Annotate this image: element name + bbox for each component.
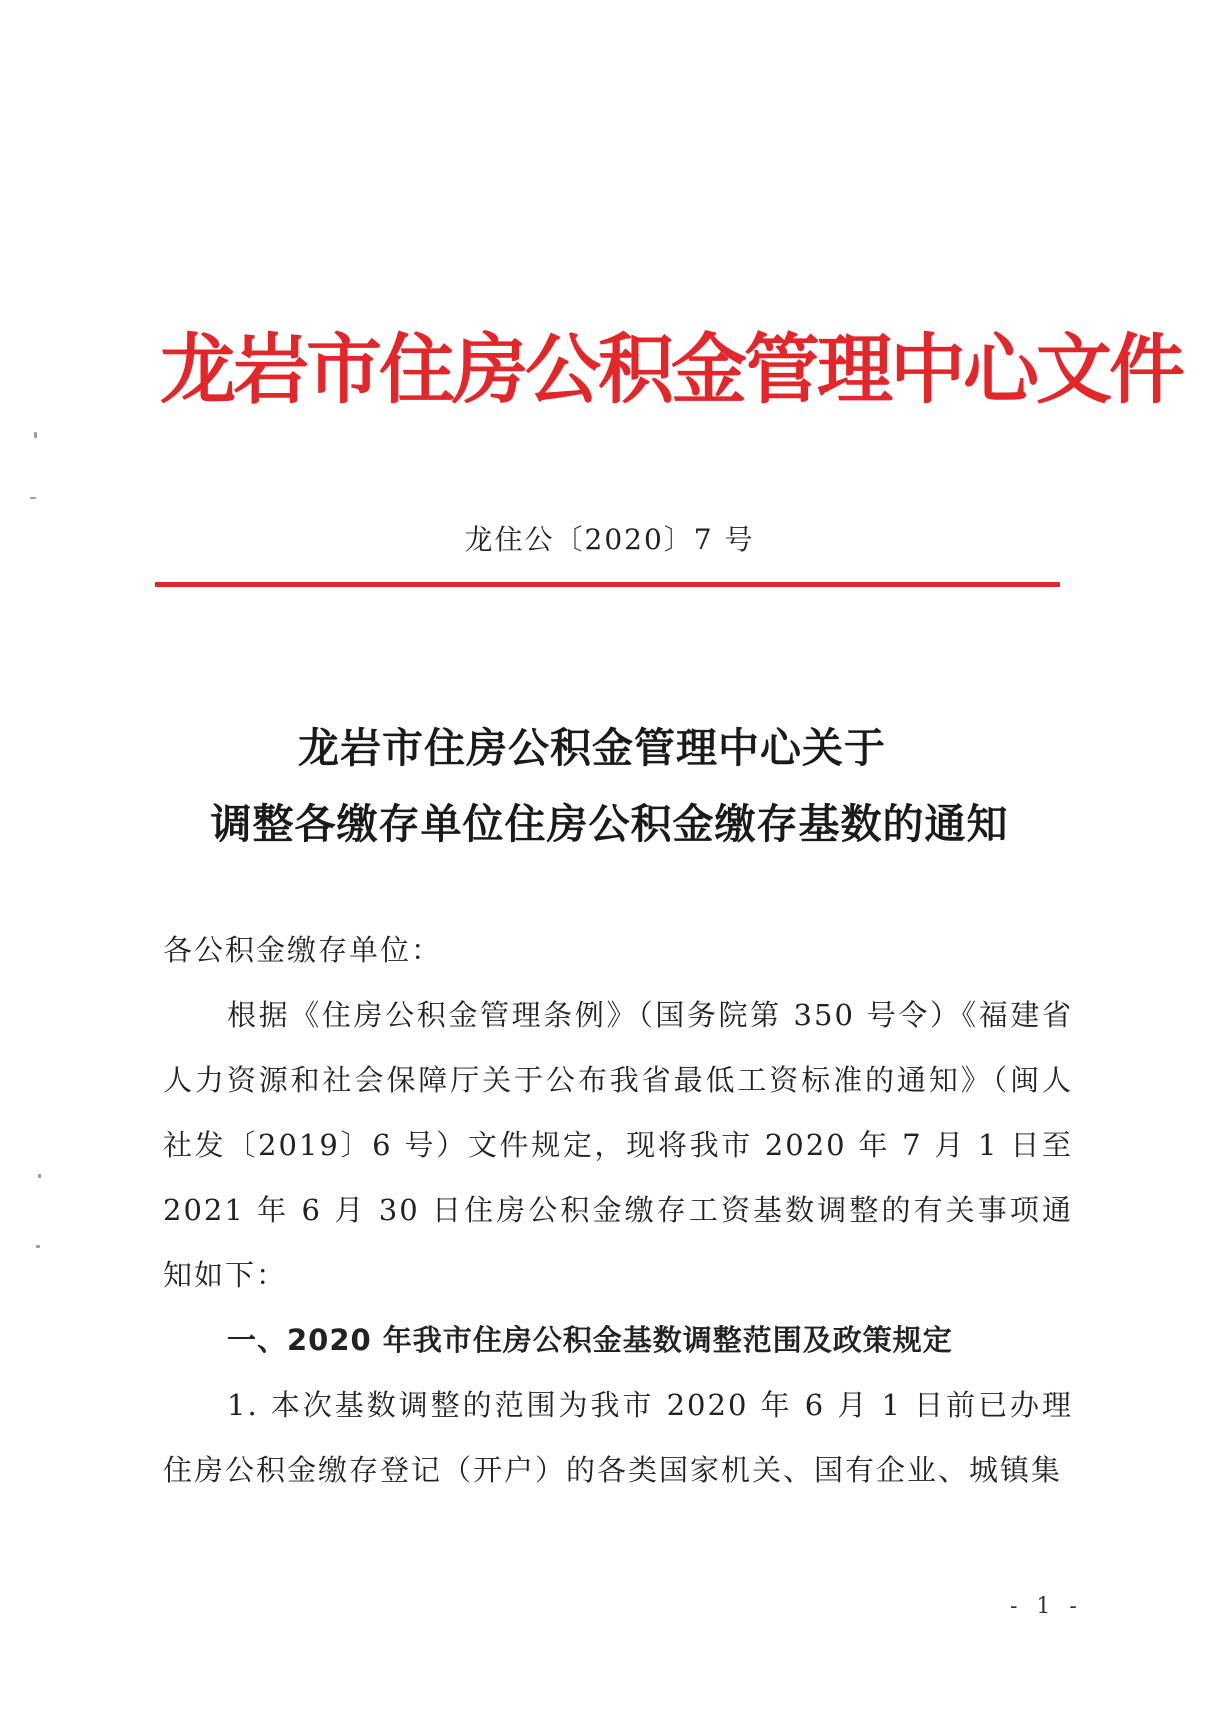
item-1: 1. 本次基数调整的范围为我市 2020 年 6 月 1 日前已办理住房公积金缴存登记（开户）的各类国家机关、国有企业、城镇集 [163, 1388, 1073, 1487]
scan-speck [34, 432, 37, 438]
paragraph-intro: 根据《住房公积金管理条例》（国务院第 350 号令）《福建省人力资源和社会保障厅关于公布我省最低工资标准的通知》（闽人社发〔2019〕6 号）文件规定，现将我市 2020 年 7 月 1 日至 2021 年 6 月 30 日住房公积金缴存工资基数调整的有关事项通知如下： [163, 998, 1073, 1292]
scan-speck [30, 497, 36, 499]
notice-title [0, 710, 1219, 862]
document-number: 龙住公〔2020〕7 号 [464, 523, 755, 556]
title-line-2: 调整各缴存单位住房公积金缴存基数的通知 [210, 800, 1009, 848]
title-line-1: 龙岩市住房公积金管理中心关于 [298, 724, 886, 772]
section-heading-1: 一、2020 年我市住房公积金基数调整范围及政策规定 [227, 1323, 953, 1357]
red-divider-line [155, 582, 1060, 587]
notice-body [163, 918, 1073, 1503]
scan-speck [38, 1174, 41, 1178]
salutation: 各公积金缴存单位： [163, 933, 443, 967]
issuer-title: 龙岩市住房公积金管理中心文件 [160, 325, 1182, 414]
scan-speck [36, 1245, 40, 1248]
page-number: - 1 - [1010, 1594, 1083, 1619]
